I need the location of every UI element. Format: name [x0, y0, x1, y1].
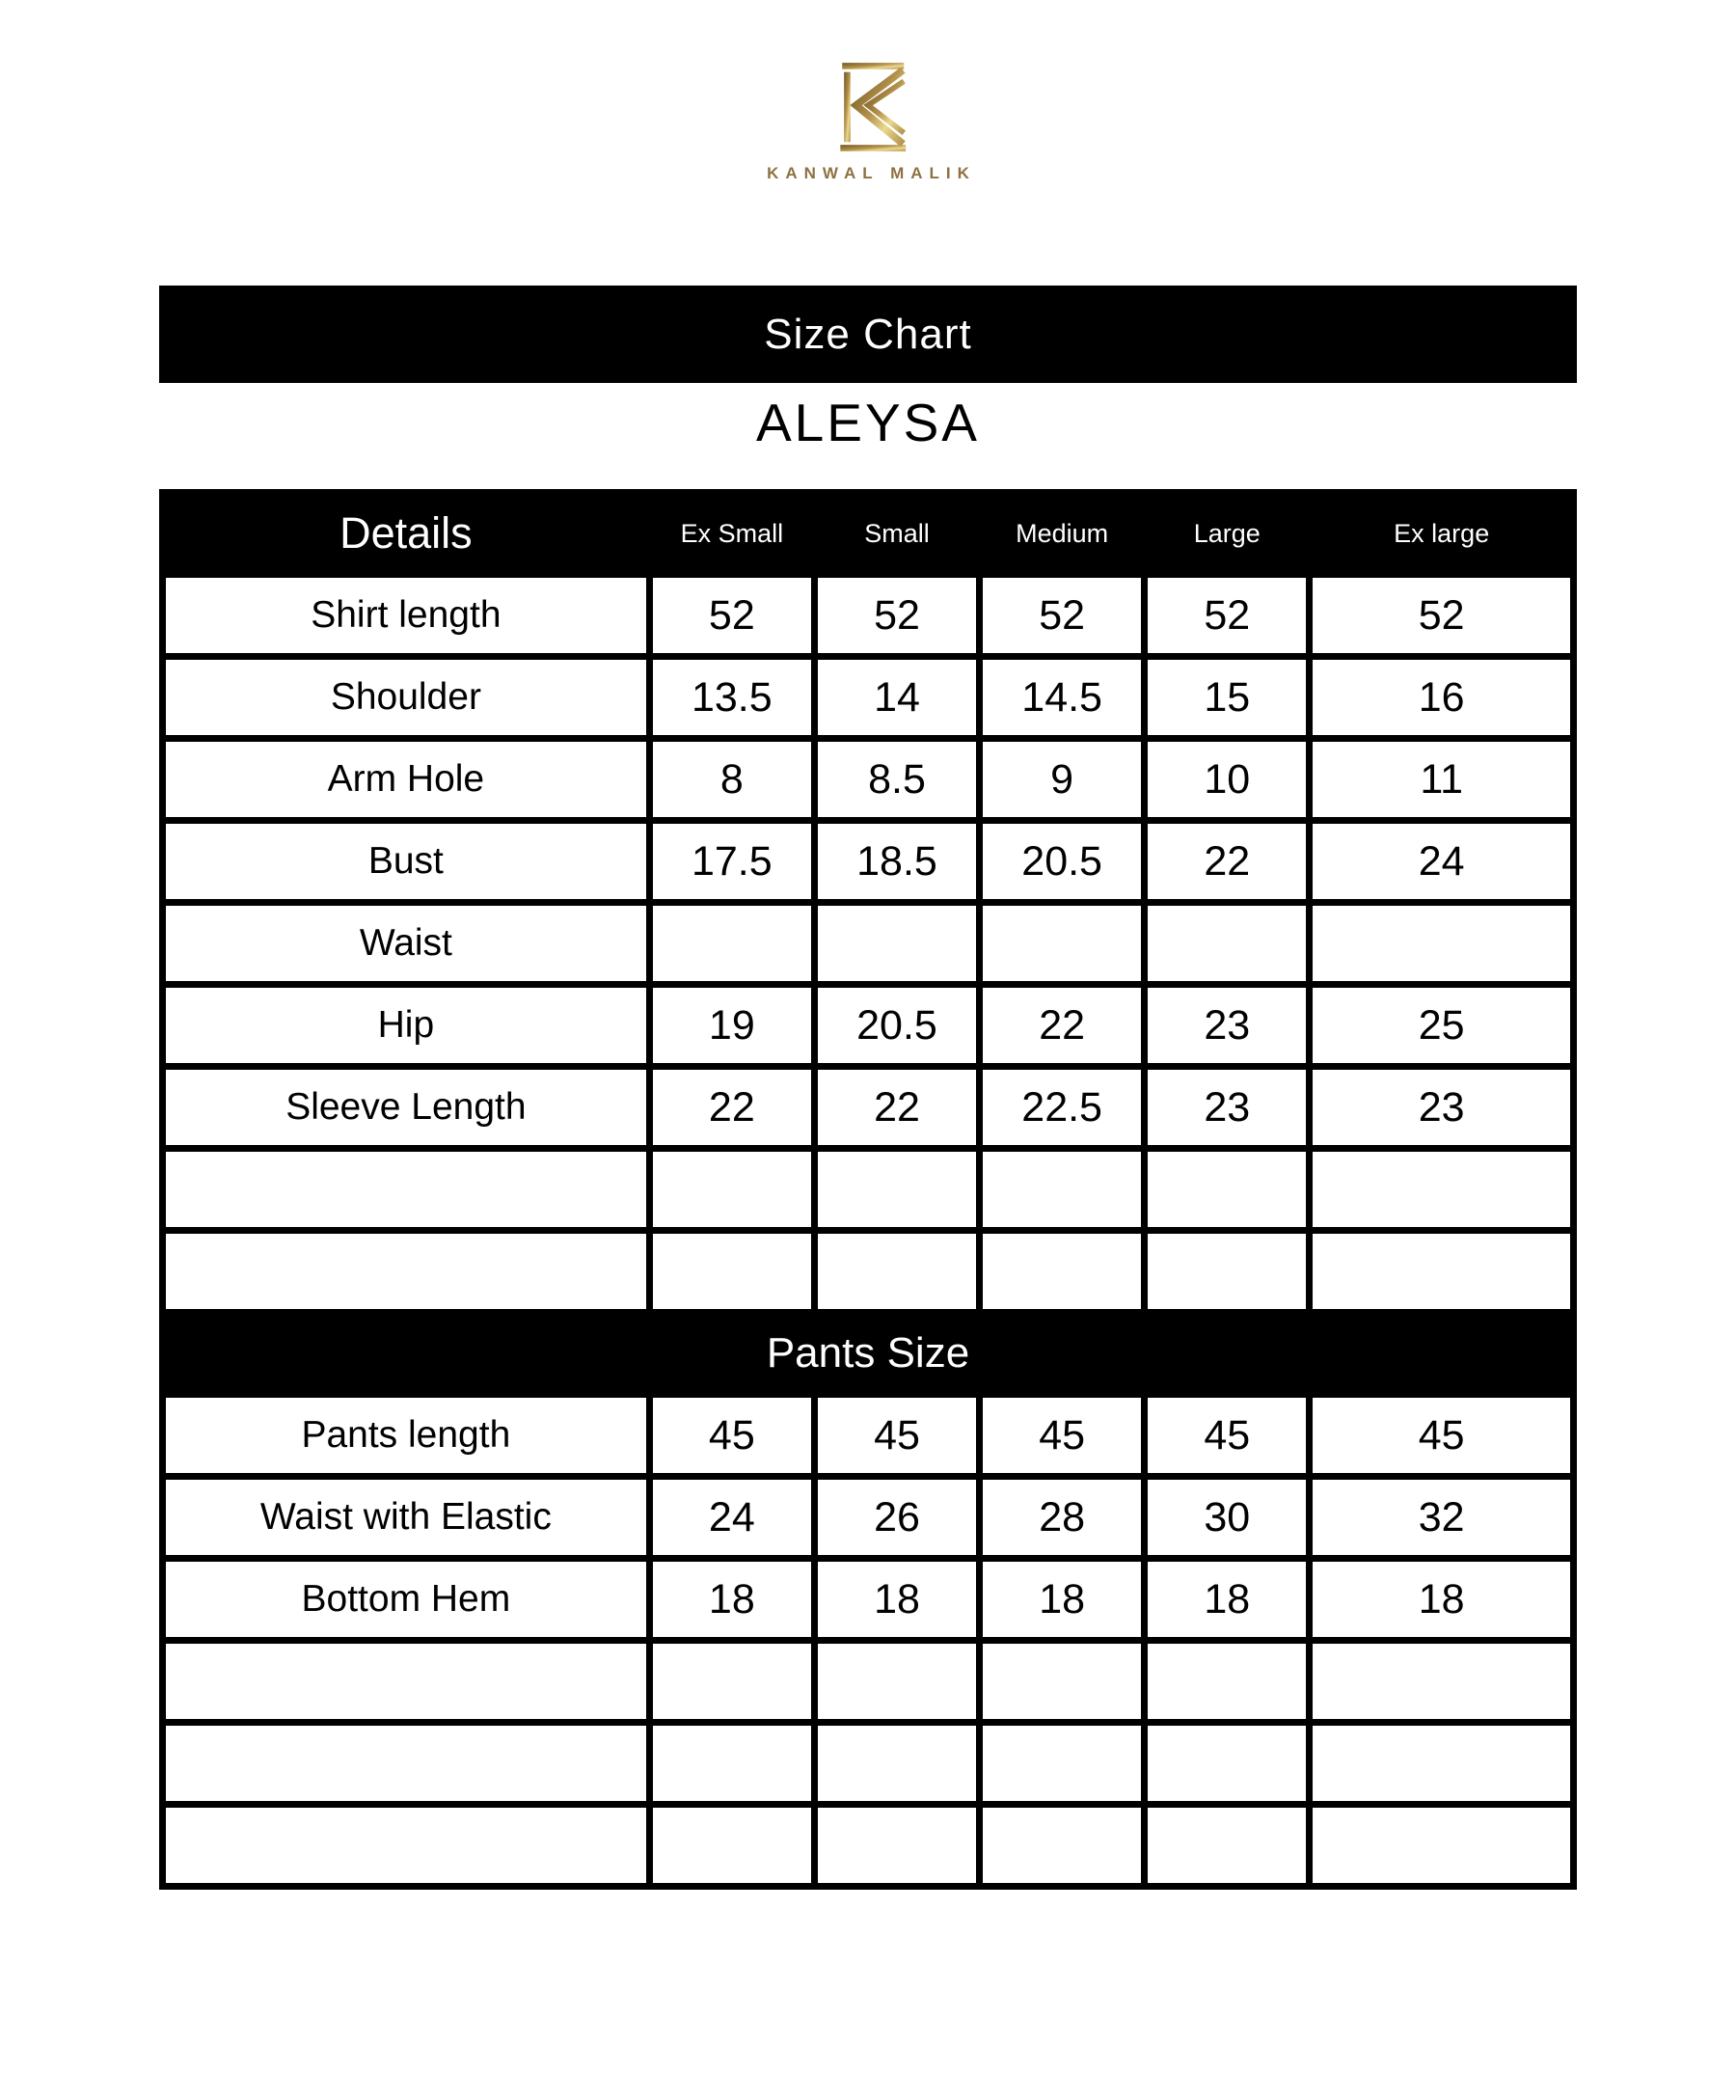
table-row: [163, 1559, 1574, 1641]
size-value-cell: 28: [980, 1477, 1145, 1559]
table-row: [163, 821, 1574, 903]
row-label: Shoulder: [163, 657, 650, 739]
size-value-cell: 45: [1310, 1395, 1574, 1477]
pants-banner-row: [163, 1313, 1574, 1395]
size-value-cell: [1310, 1641, 1574, 1723]
size-value-cell: 24: [1310, 821, 1574, 903]
size-value-cell: 45: [649, 1395, 814, 1477]
brand-header: [0, 54, 1736, 183]
row-label: Waist with Elastic: [163, 1477, 650, 1559]
size-value-cell: 52: [1145, 575, 1310, 657]
size-value-cell: 16: [1310, 657, 1574, 739]
size-value-cell: 14.5: [980, 657, 1145, 739]
monogram-outer-chevron: [856, 70, 904, 144]
size-value-cell: 18: [980, 1559, 1145, 1641]
table-row: [163, 575, 1574, 657]
size-value-cell: 17.5: [649, 821, 814, 903]
row-label: [163, 1641, 650, 1723]
column-header-ex-small: Ex Small: [649, 493, 814, 575]
table-row: [163, 1395, 1574, 1477]
size-value-cell: 8.5: [814, 739, 979, 821]
size-value-cell: 30: [1145, 1477, 1310, 1559]
size-value-cell: [649, 903, 814, 985]
size-value-cell: [814, 1805, 979, 1887]
row-label: Bottom Hem: [163, 1559, 650, 1641]
size-value-cell: [814, 1149, 979, 1231]
size-value-cell: [1145, 1231, 1310, 1313]
size-value-cell: 18: [814, 1559, 979, 1641]
column-header-ex-large: Ex large: [1310, 493, 1574, 575]
kanwal-malik-k-monogram-icon: [827, 54, 909, 160]
size-value-cell: 26: [814, 1477, 979, 1559]
size-value-cell: 18.5: [814, 821, 979, 903]
column-header-small: Small: [814, 493, 979, 575]
size-value-cell: 15: [1145, 657, 1310, 739]
table-row: [163, 657, 1574, 739]
size-value-cell: [980, 1149, 1145, 1231]
size-value-cell: [1145, 1805, 1310, 1887]
size-value-cell: 52: [980, 575, 1145, 657]
size-value-cell: [1310, 1723, 1574, 1805]
column-header-details: Details: [163, 493, 650, 575]
size-value-cell: 45: [814, 1395, 979, 1477]
row-label: [163, 1805, 650, 1887]
size-value-cell: 22: [649, 1067, 814, 1149]
row-label: Bust: [163, 821, 650, 903]
row-label: Sleeve Length: [163, 1067, 650, 1149]
size-value-cell: 13.5: [649, 657, 814, 739]
size-value-cell: [1310, 1805, 1574, 1887]
shirt-measurements-body: [163, 575, 1574, 1313]
monogram-vertical-bar: [844, 72, 851, 143]
size-value-cell: 52: [814, 575, 979, 657]
monogram-top-bar: [842, 63, 904, 69]
row-label: Arm Hole: [163, 739, 650, 821]
size-value-cell: [1310, 903, 1574, 985]
size-value-cell: 9: [980, 739, 1145, 821]
size-value-cell: [980, 1805, 1145, 1887]
row-label: Pants length: [163, 1395, 650, 1477]
pants-size-banner: Pants Size: [163, 1313, 1574, 1395]
size-value-cell: 23: [1145, 1067, 1310, 1149]
size-value-cell: [649, 1149, 814, 1231]
size-value-cell: [814, 1641, 979, 1723]
table-row: [163, 1723, 1574, 1805]
size-value-cell: [980, 1723, 1145, 1805]
size-value-cell: 20.5: [814, 985, 979, 1067]
size-value-cell: 24: [649, 1477, 814, 1559]
table-row: [163, 1641, 1574, 1723]
size-value-cell: 20.5: [980, 821, 1145, 903]
table-header-row: [163, 493, 1574, 575]
size-value-cell: 45: [1145, 1395, 1310, 1477]
size-value-cell: 52: [649, 575, 814, 657]
row-label: Waist: [163, 903, 650, 985]
size-value-cell: 22: [980, 985, 1145, 1067]
size-value-cell: [649, 1723, 814, 1805]
row-label: [163, 1723, 650, 1805]
size-value-cell: [1145, 1641, 1310, 1723]
size-value-cell: 45: [980, 1395, 1145, 1477]
size-value-cell: [1145, 903, 1310, 985]
table-row: [163, 1231, 1574, 1313]
size-value-cell: [980, 1231, 1145, 1313]
product-name: ALEYSA: [755, 393, 980, 452]
size-value-cell: 22.5: [980, 1067, 1145, 1149]
size-value-cell: [814, 903, 979, 985]
column-header-medium: Medium: [980, 493, 1145, 575]
size-value-cell: 18: [649, 1559, 814, 1641]
size-value-cell: 18: [1310, 1559, 1574, 1641]
size-value-cell: [980, 1641, 1145, 1723]
pants-measurements-body: [163, 1395, 1574, 1887]
size-value-cell: [814, 1723, 979, 1805]
table-row: [163, 1067, 1574, 1149]
table-row: [163, 1477, 1574, 1559]
row-label: [163, 1149, 650, 1231]
size-value-cell: [814, 1231, 979, 1313]
size-value-cell: [1145, 1149, 1310, 1231]
size-value-cell: 23: [1145, 985, 1310, 1067]
column-header-large: Large: [1145, 493, 1310, 575]
size-value-cell: [1145, 1723, 1310, 1805]
size-value-cell: 14: [814, 657, 979, 739]
row-label: Hip: [163, 985, 650, 1067]
monogram-bottom-bar: [840, 145, 906, 151]
size-value-cell: 8: [649, 739, 814, 821]
size-value-cell: [1310, 1231, 1574, 1313]
size-value-cell: 19: [649, 985, 814, 1067]
table-row: [163, 739, 1574, 821]
size-value-cell: 22: [814, 1067, 979, 1149]
size-chart-banner-label: Size Chart: [764, 310, 972, 358]
size-chart-banner: [159, 286, 1577, 383]
table-row: [163, 985, 1574, 1067]
brand-name: KANWAL MALIK: [767, 164, 976, 182]
size-value-cell: [649, 1805, 814, 1887]
table-row: [163, 1805, 1574, 1887]
size-value-cell: 23: [1310, 1067, 1574, 1149]
size-value-cell: [980, 903, 1145, 985]
size-value-cell: [1310, 1149, 1574, 1231]
row-label: [163, 1231, 650, 1313]
table-row: [163, 1149, 1574, 1231]
size-value-cell: [649, 1641, 814, 1723]
pants-banner-body: [163, 1313, 1574, 1395]
row-label: Shirt length: [163, 575, 650, 657]
size-value-cell: 10: [1145, 739, 1310, 821]
size-value-cell: 11: [1310, 739, 1574, 821]
size-value-cell: [649, 1231, 814, 1313]
size-value-cell: 32: [1310, 1477, 1574, 1559]
size-value-cell: 18: [1145, 1559, 1310, 1641]
size-value-cell: 25: [1310, 985, 1574, 1067]
size-value-cell: 52: [1310, 575, 1574, 657]
table-row: [163, 903, 1574, 985]
size-chart-table: [159, 489, 1577, 1890]
size-value-cell: 22: [1145, 821, 1310, 903]
